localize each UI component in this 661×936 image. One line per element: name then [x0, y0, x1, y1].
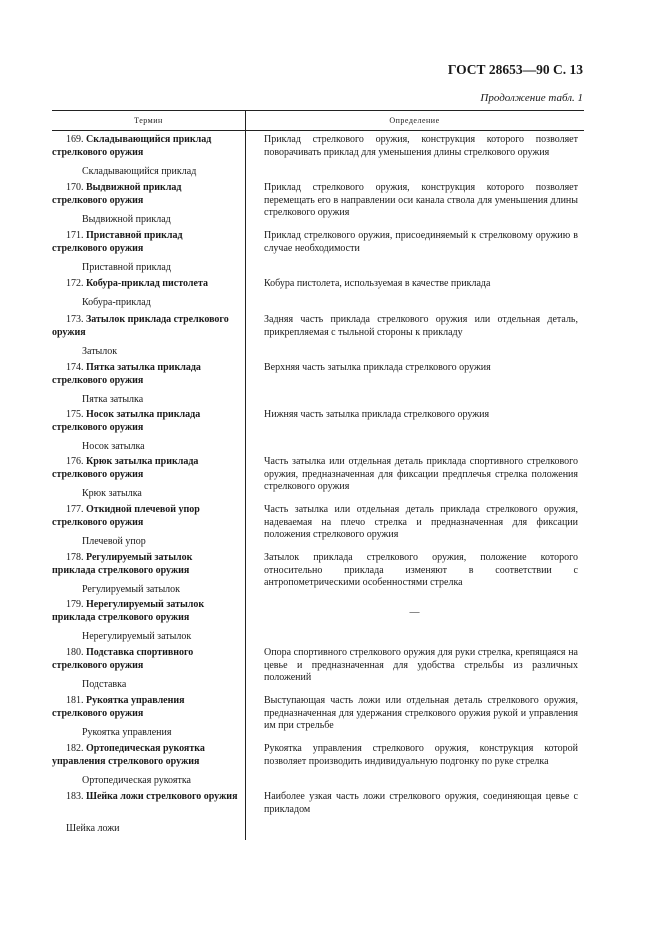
- term-entry: [52, 278, 238, 291]
- table-column-divider: [245, 110, 246, 840]
- term-text: Кобура-приклад пистолета: [86, 278, 208, 289]
- term-definition: Задняя часть приклада стрелкового оружия или отдельная деталь, прикрепляемая с тыльной стороны к прикладу: [264, 314, 578, 338]
- term-text: Носок затылка приклада стрелкового оружия: [52, 409, 201, 433]
- term-text: Регулируемый затылок приклада стрелкового оружия: [52, 552, 193, 576]
- page-header: ГОСТ 28653—90 С. 13: [447, 62, 583, 77]
- column-header-definition: Определение: [389, 116, 440, 125]
- term-number: 183.: [66, 791, 86, 802]
- term-number: 174.: [66, 362, 86, 373]
- term-definition: Нижняя часть затылка приклада стрелкового оружия: [264, 409, 490, 420]
- column-header-term: Термин: [134, 116, 163, 125]
- term-definition: Приклад стрелкового оружия, конструкция которого позволяет поворачивать приклад для уменьшения длины стрелкового оружия: [264, 134, 578, 158]
- term-synonym: Крюк затылка: [82, 488, 142, 499]
- term-number: 176.: [66, 456, 86, 467]
- table-header-rule: [52, 130, 584, 131]
- term-number: 178.: [66, 552, 86, 563]
- term-definition: Выступающая часть ложи или отдельная деталь стрелкового оружия, предназначенная для удержания стрелкового оружия рукой и управления им при стрельбе: [264, 695, 578, 731]
- term-definition: Наиболее узкая часть ложи стрелкового оружия, соединяющая цевье с прикладом: [264, 791, 578, 815]
- term-synonym: Шейка ложи: [66, 823, 120, 834]
- term-definition: Часть затылка или отдельная деталь приклада спортивного стрелкового оружия, предназначенная для фиксации предплечья стрелка положения стрелкового оружия: [264, 456, 578, 492]
- term-entry: [52, 182, 238, 207]
- term-synonym: Нерегулируемый затылок: [82, 631, 192, 642]
- term-text: Выдвижной приклад стрелкового оружия: [52, 182, 182, 206]
- term-entry: [52, 362, 238, 387]
- term-synonym: Ортопедическая рукоятка: [82, 775, 191, 786]
- table-top-rule: [52, 110, 584, 111]
- term-synonym: Регулируемый затылок: [82, 584, 181, 595]
- term-text: Рукоятка управления стрелкового оружия: [52, 695, 185, 719]
- term-number: 173.: [66, 314, 86, 325]
- term-synonym: Приставной приклад: [82, 262, 171, 273]
- term-synonym: Пятка затылка: [82, 394, 144, 405]
- term-text: Откидной плечевой упор стрелкового оружия: [52, 504, 200, 528]
- term-number: 180.: [66, 647, 86, 658]
- term-synonym: Рукоятка управления: [82, 727, 172, 738]
- term-entry: [52, 695, 238, 720]
- term-text: Подставка спортивного стрелкового оружия: [52, 647, 194, 671]
- term-entry: [52, 552, 238, 577]
- term-entry: [52, 504, 238, 529]
- term-number: 175.: [66, 409, 86, 420]
- term-entry: [52, 647, 238, 672]
- term-text: Шейка ложи стрелкового оружия: [86, 791, 238, 802]
- term-synonym: Подставка: [82, 679, 127, 690]
- term-synonym: Кобура-приклад: [82, 297, 151, 308]
- term-text: Крюк затылка приклада стрелкового оружия: [52, 456, 199, 480]
- term-synonym: Затылок: [82, 346, 118, 357]
- term-definition: Затылок приклада стрелкового оружия, положение которого относительно приклада изменяют в соответствии с антропометрическими особенностями стрелка: [264, 552, 578, 588]
- term-text: Складывающийся приклад стрелкового оружия: [52, 134, 212, 158]
- term-synonym: Выдвижной приклад: [82, 214, 171, 225]
- term-text: Пятка затылка приклада стрелкового оружия: [52, 362, 201, 386]
- term-entry: [52, 134, 238, 159]
- term-text: Приставной приклад стрелкового оружия: [52, 230, 183, 254]
- term-definition: Опора спортивного стрелкового оружия для руки стрелка, крепящаяся на цевье и предназначенная для удобства стрельбы из различных положений: [264, 647, 578, 683]
- term-definition: Часть затылка или отдельная деталь приклада стрелкового оружия, надеваемая на плечо стрелка и предназначенная для фиксации положения стрелкового оружия: [264, 504, 578, 540]
- table-continuation-label: Продолжение табл. 1: [480, 92, 583, 104]
- term-number: 177.: [66, 504, 86, 515]
- term-number: 170.: [66, 182, 86, 193]
- term-definition: Приклад стрелкового оружия, присоединяемый к стрелковому оружию в случае необходимости: [264, 230, 578, 254]
- term-number: 179.: [66, 599, 86, 610]
- term-number: 171.: [66, 230, 86, 241]
- term-definition: Приклад стрелкового оружия, конструкция которого позволяет перемещать его в направлении оси канала ствола для уменьшения длины стрелкового оружия: [264, 182, 578, 218]
- term-entry: [52, 409, 238, 434]
- term-definition: Рукоятка управления стрелкового оружия, конструкция которой позволяет производить индивидуальную подгонку по руке стрелка: [264, 743, 578, 767]
- term-entry: [52, 743, 238, 768]
- term-number: 181.: [66, 695, 86, 706]
- term-number: 172.: [66, 278, 86, 289]
- term-synonym: Плечевой упор: [82, 536, 146, 547]
- term-synonym: Складывающийся приклад: [82, 166, 197, 177]
- term-entry: [52, 791, 238, 804]
- term-number: 169.: [66, 134, 86, 145]
- term-definition: Верхняя часть затылка приклада стрелкового оружия: [264, 362, 491, 373]
- term-text: Ортопедическая рукоятка управления стрелкового оружия: [52, 743, 205, 767]
- term-text: Затылок приклада стрелкового оружия: [52, 314, 229, 338]
- term-definition: Кобура пистолета, используемая в качестве приклада: [264, 278, 491, 289]
- definition-dash: —: [409, 607, 420, 618]
- term-entry: [52, 599, 238, 624]
- term-synonym: Носок затылка: [82, 441, 145, 452]
- term-text: Нерегулируемый затылок приклада стрелкового оружия: [52, 599, 205, 623]
- term-number: 182.: [66, 743, 86, 754]
- term-entry: [52, 230, 238, 255]
- terms-table: [52, 110, 584, 840]
- term-entry: [52, 456, 238, 481]
- term-entry: [52, 314, 238, 339]
